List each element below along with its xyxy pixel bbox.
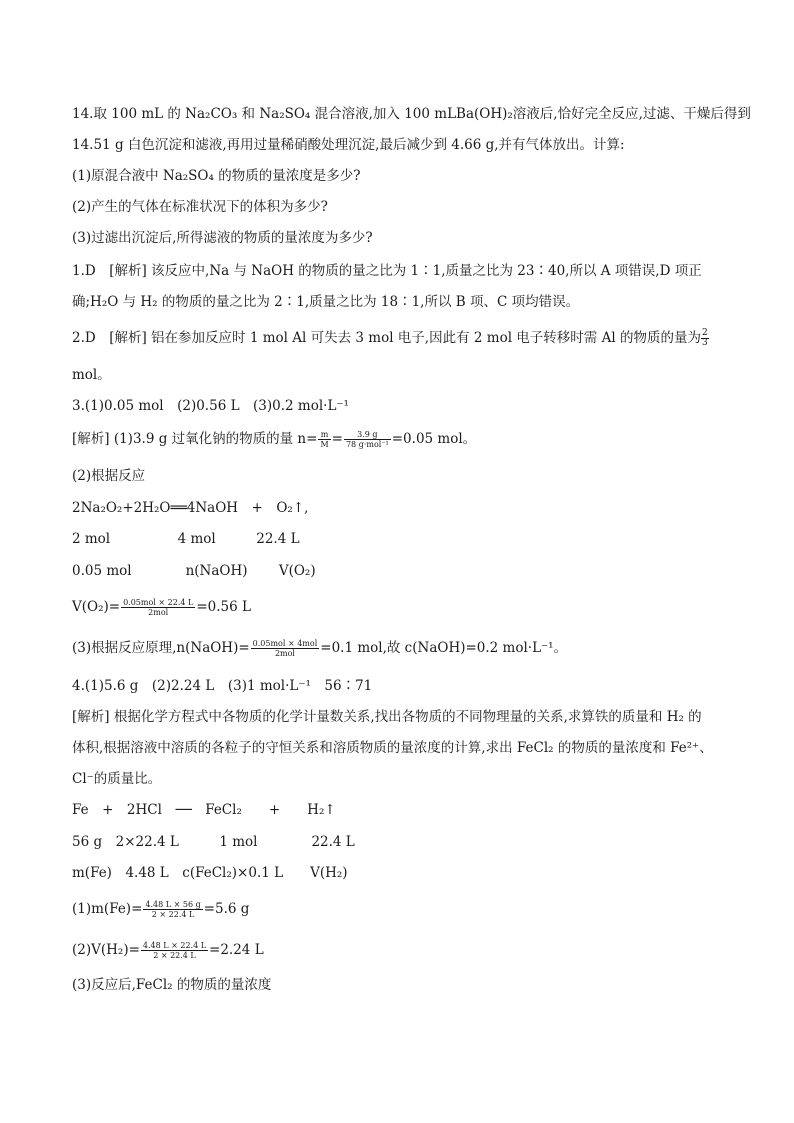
answer-3-answers: 3.(1)0.05 mol (2)0.56 L (3)0.2 mol·L⁻¹ [72,398,349,414]
question-14-part-2: (2)产生的气体在标准状况下的体积为多少? [72,199,328,215]
calc-label: (1)m(Fe)= [72,901,143,917]
volume-h2-calculation [72,941,264,960]
fe-stoichiometry-row-2: m(Fe) 4.48 L c(FeCl₂)×0.1 L V(H₂) [72,865,348,881]
fraction-denominator: 78 g·mol⁻¹ [345,440,389,449]
fraction-numerator: 2 [701,328,708,338]
answer-4-answers: 4.(1)5.6 g (2)2.24 L (3)1 mol·L⁻¹ 56∶71 [72,678,373,694]
calc-label: V(O₂)= [72,599,121,615]
answer-4-explanation-line-2: 体积,根据溶液中溶质的各粒子的守恒关系和溶质物质的量浓度的计算,求出 FeCl₂ 的物质的量浓度和 Fe²⁺、 [72,740,713,756]
stoichiometry-row-2: 0.05 mol n(NaOH) V(O₂) [72,563,316,579]
answer-2-line-1 [72,329,709,348]
answer-3-explanation [72,430,476,449]
fraction-m-over-M [318,430,330,449]
fraction-volume-h2 [141,941,208,960]
fraction-denominator: 2 × 22.4 L [151,910,195,919]
answer-2-text: 2.D [解析] 铝在参加反应时 1 mol Al 可失去 3 mol 电子,因此有 2 mol 电子转移时需 Al 的物质的量为 [72,330,701,346]
fe-stoichiometry-row-1: 56 g 2×22.4 L 1 mol 22.4 L [72,834,355,850]
answer-1-line-2: 确;H₂O 与 H₂ 的物质的量之比为 2∶1,质量之比为 18∶1,所以 B 项、C 项均错误。 [72,294,580,310]
fraction-numerator: 4.48 L × 22.4 L [142,941,207,950]
fraction-numerator: 0.05mol × 22.4 L [123,598,194,607]
equals-sign: = [331,431,343,447]
answer-2-line-2: mol。 [72,367,111,383]
stoichiometry-row-1: 2 mol 4 mol 22.4 L [72,531,300,547]
fraction-naoh [251,639,320,658]
fraction-vo2 [121,598,195,617]
fraction-mass-over-molar [344,430,391,449]
calc-result: =0.56 L [196,599,251,615]
explanation-text: [解析] (1)3.9 g 过氧化钠的物质的量 n= [72,431,318,447]
answer-1-line-1: 1.D [解析] 该反应中,Na 与 NaOH 的物质的量之比为 1∶1,质量之比为 23∶40,所以 A 项错误,D 项正 [72,263,702,279]
fraction-denominator: 2mol [274,649,295,658]
answer-3-part-2: (2)根据反应 [72,468,146,484]
fraction-denominator: 2 × 22.4 L [153,951,196,960]
calc-result: =5.6 g [203,901,250,917]
answer-4-part-3: (3)反应后,FeCl₂ 的物质的量浓度 [72,977,272,993]
volume-o2-calculation [72,598,251,617]
fraction-mass-fe [143,900,202,919]
fraction-denominator: M [320,440,329,449]
calc-result: =0.1 mol,故 c(NaOH)=0.2 mol·L⁻¹。 [320,640,568,656]
fraction-numerator: 4.48 L × 56 g [145,900,201,909]
answer-3-part-3 [72,639,567,658]
fraction-denominator: 2mol [148,608,169,617]
answer-4-explanation-line-1: [解析] 根据化学方程式中各物质的化学计量数关系,找出各物质的不同物理量的关系,求算铁的质量和 H₂ 的 [72,709,702,725]
fraction-numerator: m [318,430,330,440]
calc-label: (3)根据反应原理,n(NaOH)= [72,640,250,656]
fraction-numerator: 0.05mol × 4mol [252,639,318,648]
fraction-denominator: 3 [701,338,708,348]
fraction-numerator: 3.9 g [344,430,391,440]
reaction-equation-fe: Fe + 2HCl ── FeCl₂ + H₂↑ [72,802,336,818]
question-14-line-2: 14.51 g 白色沉淀和滤液,再用过量稀硝酸处理沉淀,最后减少到 4.66 g,并有气体放出。计算: [72,137,625,153]
reaction-equation-na2o2: 2Na₂O₂+2H₂O══4NaOH + O₂↑, [72,500,309,516]
question-14-line-1: 14.取 100 mL 的 Na₂CO₃ 和 Na₂SO₄ 混合溶液,加入 100 mLBa(OH)₂溶液后,恰好完全反应,过滤、干燥后得到 [72,106,751,122]
explanation-result: =0.05 mol。 [391,431,477,447]
answer-4-explanation-line-3: Cl⁻的质量比。 [72,771,162,787]
calc-result: =2.24 L [209,942,264,958]
question-14-part-3: (3)过滤出沉淀后,所得滤液的物质的量浓度为多少? [72,230,373,246]
question-14-part-1: (1)原混合液中 Na₂SO₄ 的物质的量浓度是多少? [72,168,361,184]
calc-label: (2)V(H₂)= [72,942,140,958]
answer-2-fraction [701,329,709,348]
mass-fe-calculation [72,900,249,919]
